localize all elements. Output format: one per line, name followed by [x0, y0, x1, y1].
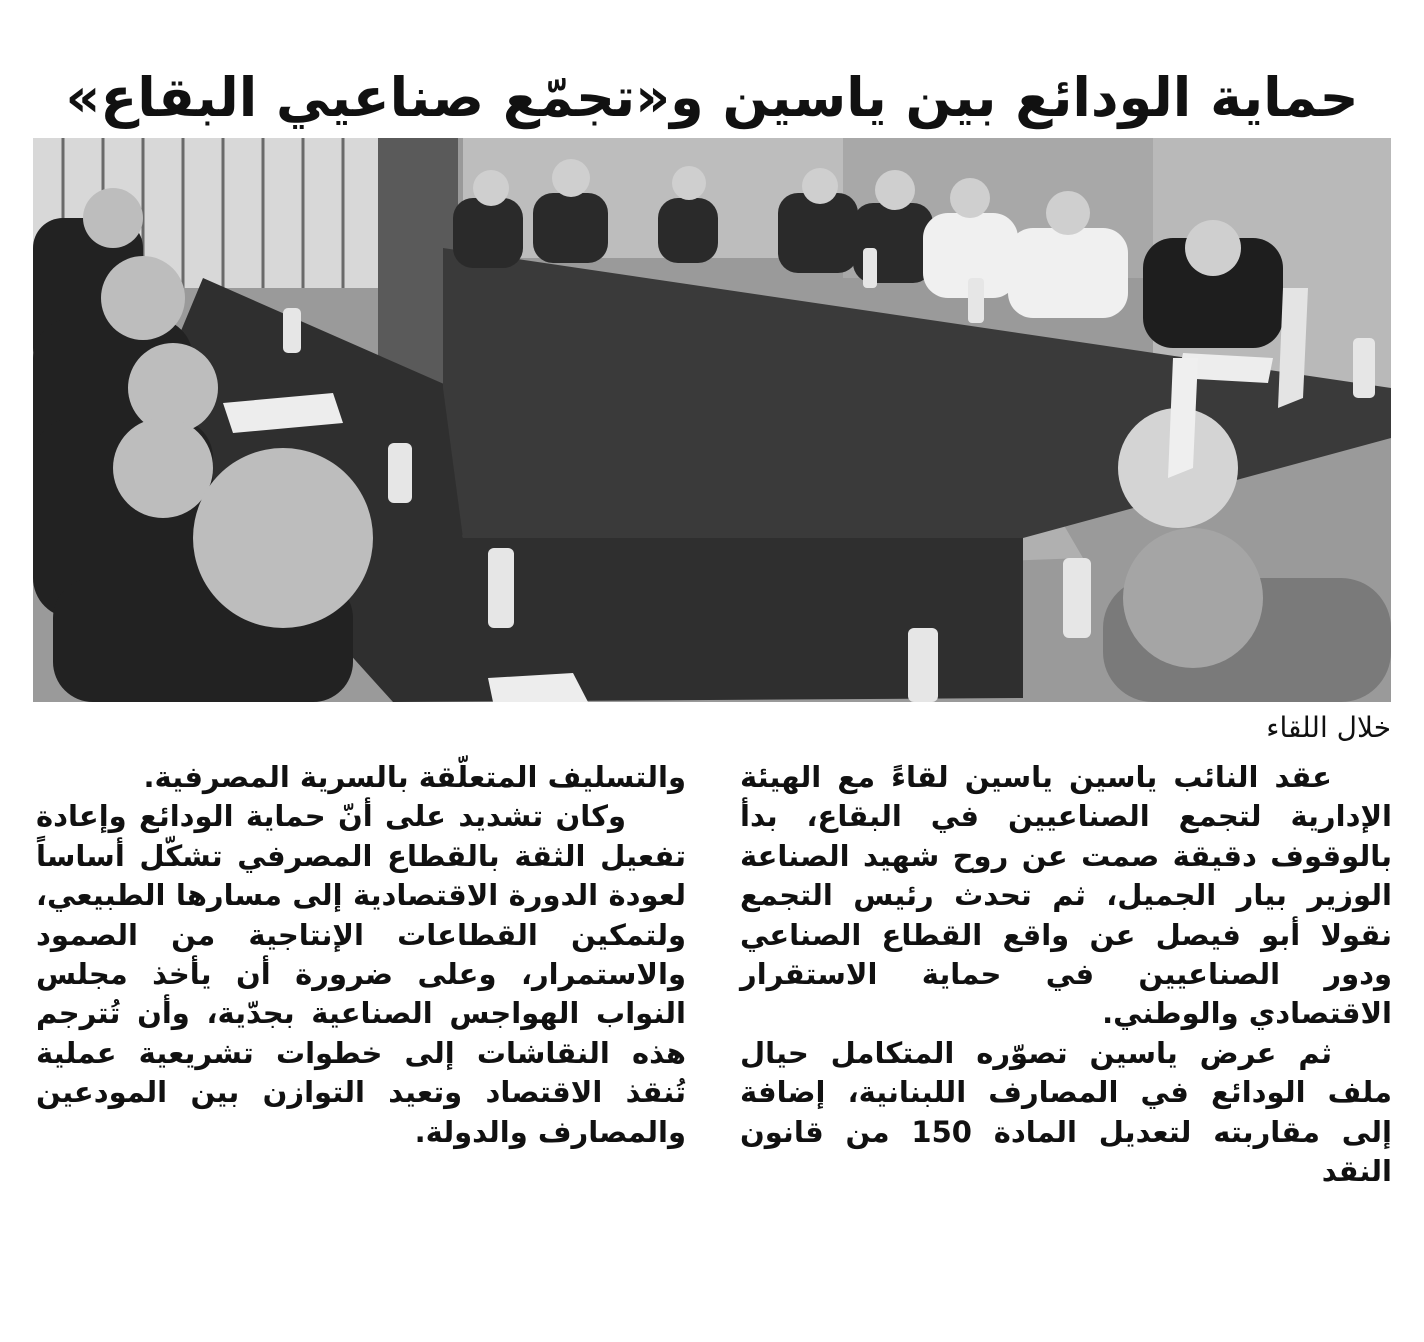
meeting-photo [33, 138, 1391, 702]
article-column-right [740, 758, 1392, 1318]
article-column-left [36, 758, 686, 1318]
article-paragraph: ثم عرض ياسين تصوّره المتكامل حيال ملف الودائع في المصارف اللبنانية، إضافة إلى مقاربته لتعديل المادة 150 من قانون النقد [740, 1035, 1392, 1189]
headline: حماية الودائع بين ياسين و«تجمّع صناعيي البقاع» [65, 66, 1359, 130]
meeting-photo-illustration [33, 138, 1391, 702]
photo-caption: خلال اللقاء [1266, 711, 1391, 744]
article-paragraph: عقد النائب ياسين ياسين لقاءً مع الهيئة الإدارية لتجمع الصناعيين في البقاع، بدأ بالوقوف دقيقة صمت عن روح شهيد الصناعة الوزير بيار الجميل، ثم تحدث رئيس التجمع نقولا أبو فيصل عن واقع القطاع الصناعي ودور الصناعيين في حماية الاستقرار الاقتصادي والوطني. [740, 760, 1392, 1031]
article-paragraph: والتسليف المتعلّقة بالسرية المصرفية. [143, 760, 686, 794]
article-paragraph: وكان تشديد على أنّ حماية الودائع وإعادة تفعيل الثقة بالقطاع المصرفي تشكّل أساساً لعودة الدورة الاقتصادية إلى مسارها الطبيعي، ولتمكين القطاعات الإنتاجية من الصمود والاستمرار، وعلى ضرورة أن يأخذ مجلس النواب الهواجس الصناعية بجدّية، وأن تُترجم هذه النقاشات إلى خطوات تشريعية عملية تُنقذ الاقتصاد وتعيد التوازن بين المودعين والمصارف والدولة. [36, 799, 686, 1149]
